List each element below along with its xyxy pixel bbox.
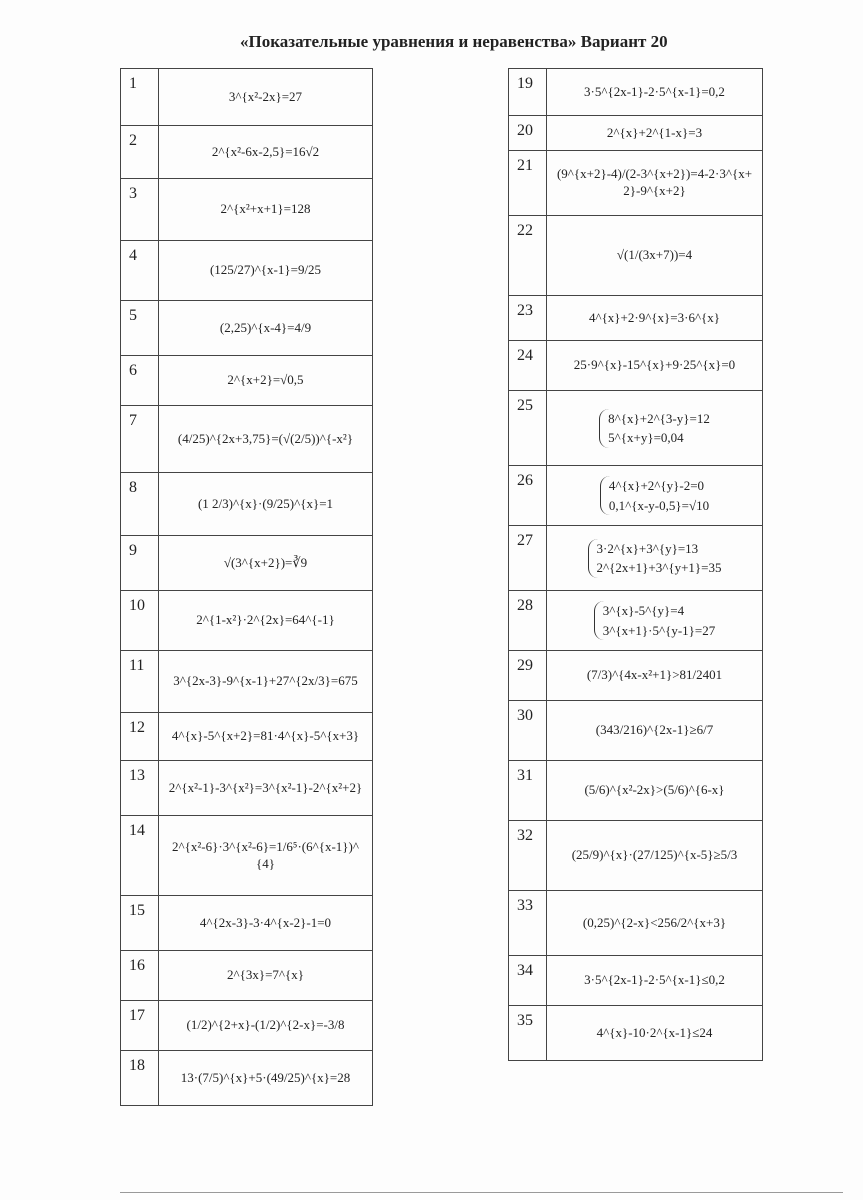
equation-wrapper — [163, 1017, 368, 1034]
task-equation — [547, 821, 763, 891]
task-equation — [547, 216, 763, 296]
task-row — [121, 896, 373, 951]
task-row — [121, 179, 373, 241]
equation-line: 3^{x}-5^{y}=4 — [602, 603, 685, 618]
task-row — [121, 241, 373, 301]
equation-line: 3^{2x-3}-9^{x-1}+27^{2x/3}=675 — [173, 673, 358, 689]
equation-wrapper — [551, 357, 758, 374]
right-task-table — [508, 68, 763, 1061]
task-row — [509, 526, 763, 591]
task-row — [509, 701, 763, 761]
equation-line: 8^{x}+2^{3-y}=12 — [608, 410, 710, 426]
task-row — [121, 1001, 373, 1051]
task-equation — [159, 713, 373, 761]
task-equation — [547, 116, 763, 151]
task-equation — [159, 241, 373, 301]
task-row — [509, 116, 763, 151]
equation-wrapper — [163, 612, 368, 629]
task-equation — [159, 536, 373, 591]
task-number: 13 — [121, 761, 159, 816]
task-number: 15 — [121, 896, 159, 951]
task-equation — [547, 651, 763, 701]
equation-line: 4^{2x-3}-3·4^{x-2}-1=0 — [199, 914, 332, 930]
equation-line: 2^{2x+1}+3^{y+1}=35 — [596, 560, 722, 575]
task-row — [121, 69, 373, 126]
equation-wrapper — [551, 915, 758, 932]
equation-wrapper — [163, 673, 368, 690]
task-equation — [547, 69, 763, 116]
equation-line: 2^{x²-6x-2,5}=16√2 — [211, 143, 320, 159]
task-equation — [159, 1051, 373, 1106]
task-equation — [547, 391, 763, 466]
task-number: 14 — [121, 816, 159, 896]
equation-line: (343/216)^{2x-1}≥6/7 — [595, 722, 714, 738]
task-number: 23 — [509, 296, 547, 341]
task-number: 8 — [121, 473, 159, 536]
equation-line: 2^{3x}=7^{x} — [227, 967, 304, 983]
equation-system — [599, 409, 710, 448]
task-number: 3 — [121, 179, 159, 241]
equation-wrapper — [551, 84, 758, 101]
task-row — [509, 761, 763, 821]
equation-line: (1 2/3)^{x}·(9/25)^{x}=1 — [197, 495, 334, 511]
equation-wrapper — [551, 782, 758, 799]
equation-wrapper — [551, 125, 758, 142]
divider — [120, 1192, 843, 1193]
equation-line: 4^{x}-5^{x+2}=81·4^{x}-5^{x+3} — [171, 728, 360, 744]
task-equation — [547, 591, 763, 651]
task-equation — [159, 651, 373, 713]
task-number: 16 — [121, 951, 159, 1001]
task-equation — [159, 301, 373, 356]
equation-line: 4^{x}+2·9^{x}=3·6^{x} — [588, 309, 721, 325]
equation-line: √(1/(3x+7))=4 — [616, 247, 693, 263]
task-number: 10 — [121, 591, 159, 651]
task-equation — [547, 526, 763, 591]
task-row — [121, 1051, 373, 1106]
task-equation — [547, 956, 763, 1006]
task-number: 28 — [509, 591, 547, 651]
equation-line: 0,1^{x-y-0,5}=√10 — [608, 497, 710, 513]
task-row — [509, 651, 763, 701]
equation-wrapper — [551, 310, 758, 327]
equation-line: 2^{1-x²}·2^{2x}=64^{-1} — [196, 612, 335, 628]
task-equation — [159, 1001, 373, 1051]
equation-line: 3·2^{x}+3^{y}=13 — [596, 540, 699, 556]
task-number: 29 — [509, 651, 547, 701]
task-equation — [159, 473, 373, 536]
task-number: 35 — [509, 1006, 547, 1061]
equation-line: 2^{x}+2^{1-x}=3 — [606, 124, 703, 140]
task-row — [121, 301, 373, 356]
task-equation — [159, 591, 373, 651]
task-row — [121, 591, 373, 651]
equation-line: (7/3)^{4x-x²+1}>81/2401 — [586, 667, 723, 683]
equation-line: (2,25)^{x-4}=4/9 — [219, 319, 312, 335]
equation-wrapper — [163, 320, 368, 337]
equation-line: (125/27)^{x-1}=9/25 — [209, 262, 322, 278]
task-row — [509, 151, 763, 216]
task-equation — [159, 406, 373, 473]
equation-wrapper — [551, 847, 758, 864]
equation-system — [600, 476, 709, 515]
task-row — [121, 126, 373, 179]
task-equation — [159, 816, 373, 896]
equation-line: √(3^{x+2})=∛9 — [223, 554, 308, 570]
equation-wrapper — [551, 722, 758, 739]
task-number: 26 — [509, 466, 547, 526]
task-number: 33 — [509, 891, 547, 956]
task-row — [509, 1006, 763, 1061]
equation-wrapper — [551, 1025, 758, 1042]
equation-wrapper — [163, 780, 368, 797]
equation-line: 2^{x²+x+1}=128 — [220, 201, 311, 217]
task-number: 21 — [509, 151, 547, 216]
equation-line: 4^{x}+2^{y}-2=0 — [608, 478, 705, 493]
task-equation — [159, 896, 373, 951]
task-row — [509, 591, 763, 651]
task-number: 30 — [509, 701, 547, 761]
task-equation — [547, 341, 763, 391]
equation-wrapper — [163, 496, 368, 513]
equation-line: (9^{x+2}-4)/(2-3^{x+2})=4-2·3^{x+2}-9^{x+2} — [556, 166, 753, 198]
task-equation — [547, 1006, 763, 1061]
left-task-table — [120, 68, 373, 1106]
task-row — [509, 69, 763, 116]
task-row — [509, 821, 763, 891]
task-number: 9 — [121, 536, 159, 591]
equation-line: 4^{x}-10·2^{x-1}≤24 — [596, 1024, 713, 1040]
task-number: 1 — [121, 69, 159, 126]
task-number: 17 — [121, 1001, 159, 1051]
task-number: 12 — [121, 713, 159, 761]
equation-wrapper — [163, 372, 368, 389]
equation-line: 3^{x+1}·5^{y-1}=27 — [602, 622, 716, 638]
equation-line: (5/6)^{x²-2x}>(5/6)^{6-x} — [584, 782, 725, 798]
equation-wrapper — [551, 667, 758, 684]
equation-system — [588, 539, 722, 578]
page-title: «Показательные уравнения и неравенства» Вариант 20 — [240, 32, 668, 51]
equation-wrapper — [163, 915, 368, 932]
equation-wrapper — [551, 166, 758, 200]
equation-line: (0,25)^{2-x}<256/2^{x+3} — [582, 914, 727, 930]
task-row — [509, 391, 763, 466]
equation-line: 5^{x+y}=0,04 — [608, 430, 684, 445]
equation-line: 25·9^{x}-15^{x}+9·25^{x}=0 — [573, 357, 736, 373]
task-number: 25 — [509, 391, 547, 466]
task-number: 27 — [509, 526, 547, 591]
equation-line: 2^{x²-6}·3^{x²-6}=1/6⁵·(6^{x-1})^{4} — [172, 838, 359, 871]
equation-wrapper — [163, 967, 368, 984]
task-row — [509, 296, 763, 341]
equation-line: (25/9)^{x}·(27/125)^{x-5}≥5/3 — [571, 847, 738, 863]
task-row — [121, 816, 373, 896]
equation-line: (4/25)^{2x+3,75}=(√(2/5))^{-x²} — [177, 430, 354, 446]
equation-line: 3^{x²-2x}=27 — [228, 88, 303, 104]
task-row — [509, 956, 763, 1006]
task-equation — [547, 891, 763, 956]
task-row — [121, 356, 373, 406]
task-number: 22 — [509, 216, 547, 296]
task-row — [121, 473, 373, 536]
task-equation — [547, 466, 763, 526]
equation-line: 3·5^{2x-1}-2·5^{x-1}≤0,2 — [584, 972, 725, 988]
task-row — [509, 891, 763, 956]
equation-line: 2^{x²-1}-3^{x²}=3^{x²-1}-2^{x²+2} — [168, 779, 363, 795]
task-number: 4 — [121, 241, 159, 301]
task-equation — [547, 151, 763, 216]
task-number: 20 — [509, 116, 547, 151]
equation-wrapper — [551, 247, 758, 264]
task-number: 24 — [509, 341, 547, 391]
task-number: 32 — [509, 821, 547, 891]
task-number: 5 — [121, 301, 159, 356]
equation-wrapper — [163, 1070, 368, 1087]
task-number: 2 — [121, 126, 159, 179]
equation-wrapper — [163, 201, 368, 218]
equation-wrapper — [163, 262, 368, 279]
task-row — [121, 651, 373, 713]
task-equation — [547, 761, 763, 821]
task-equation — [159, 951, 373, 1001]
equation-wrapper — [163, 89, 368, 106]
task-number: 34 — [509, 956, 547, 1006]
task-number: 18 — [121, 1051, 159, 1106]
task-equation — [159, 126, 373, 179]
task-equation — [159, 179, 373, 241]
task-number: 19 — [509, 69, 547, 116]
equation-line: 3·5^{2x-1}-2·5^{x-1}=0,2 — [584, 83, 725, 99]
task-row — [509, 216, 763, 296]
task-equation — [547, 701, 763, 761]
task-number: 31 — [509, 761, 547, 821]
task-row — [121, 761, 373, 816]
equation-wrapper — [163, 839, 368, 873]
equation-wrapper — [163, 728, 368, 745]
task-row — [121, 951, 373, 1001]
task-equation — [159, 69, 373, 126]
equation-system — [594, 601, 715, 640]
task-row — [509, 341, 763, 391]
task-number: 11 — [121, 651, 159, 713]
task-equation — [547, 296, 763, 341]
equation-line: (1/2)^{2+x}-(1/2)^{2-x}=-3/8 — [186, 1017, 345, 1033]
equation-line: 2^{x+2}=√0,5 — [227, 372, 304, 388]
equation-wrapper — [163, 144, 368, 161]
equation-wrapper — [163, 555, 368, 572]
task-row — [509, 466, 763, 526]
equation-wrapper — [163, 431, 368, 448]
task-number: 7 — [121, 406, 159, 473]
task-equation — [159, 356, 373, 406]
task-row — [121, 713, 373, 761]
equation-wrapper — [551, 972, 758, 989]
task-equation — [159, 761, 373, 816]
task-row — [121, 406, 373, 473]
task-row — [121, 536, 373, 591]
equation-line: 13·(7/5)^{x}+5·(49/25)^{x}=28 — [180, 1069, 351, 1085]
task-number: 6 — [121, 356, 159, 406]
